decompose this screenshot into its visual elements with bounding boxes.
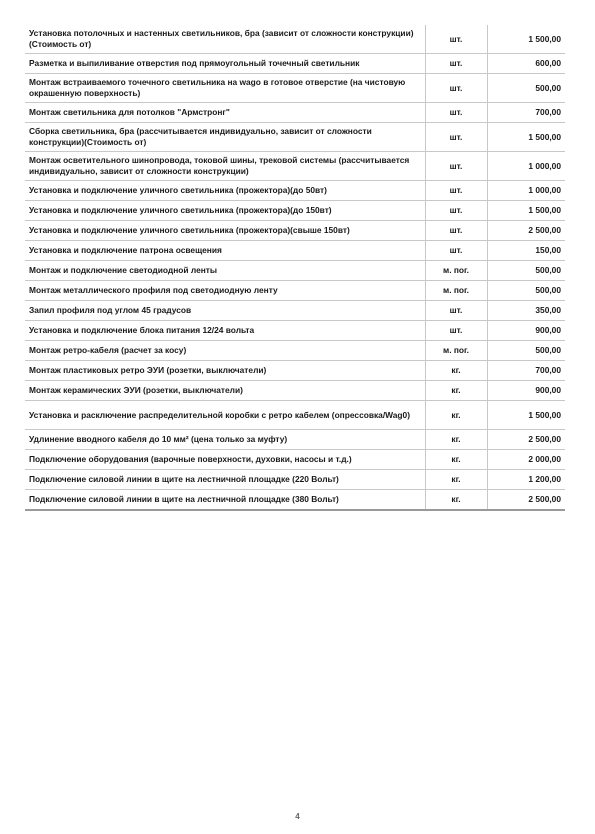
price: 500,00 — [487, 341, 565, 361]
price: 2 500,00 — [487, 490, 565, 511]
table-row — [25, 381, 565, 401]
service-name: Установка и расключение распределительной коробки с ретро кабелем (опрессовка/Wag0) — [25, 401, 425, 430]
price: 900,00 — [487, 321, 565, 341]
table-row — [25, 470, 565, 490]
table-row — [25, 221, 565, 241]
price: 1 500,00 — [487, 401, 565, 430]
table-row — [25, 341, 565, 361]
service-name: Монтаж и подключение светодиодной ленты — [25, 261, 425, 281]
unit: кг. — [425, 450, 487, 470]
unit: кг. — [425, 401, 487, 430]
table-row — [25, 123, 565, 152]
table-row — [25, 490, 565, 511]
price: 500,00 — [487, 261, 565, 281]
price: 2 500,00 — [487, 221, 565, 241]
price: 350,00 — [487, 301, 565, 321]
service-name: Запил профиля под углом 45 градусов — [25, 301, 425, 321]
service-name: Монтаж пластиковых ретро ЭУИ (розетки, выключатели) — [25, 361, 425, 381]
table-row — [25, 401, 565, 430]
table-row — [25, 450, 565, 470]
price: 1 500,00 — [487, 123, 565, 152]
unit: шт. — [425, 123, 487, 152]
table-row — [25, 74, 565, 103]
service-name: Подключение оборудования (варочные поверхности, духовки, насосы и т.д.) — [25, 450, 425, 470]
price-table-body — [25, 25, 565, 510]
table-row — [25, 25, 565, 54]
unit: шт. — [425, 181, 487, 201]
price: 1 500,00 — [528, 33, 561, 44]
table-row — [25, 54, 565, 74]
service-name: Установка и подключение уличного светильника (прожектора)(свыше 150вт) — [25, 221, 425, 241]
service-name: Монтаж светильника для потолков "Армстронг" — [25, 103, 425, 123]
price: 500,00 — [487, 281, 565, 301]
service-name: Разметка и выпиливание отверстия под прямоугольный точечный светильник — [25, 54, 425, 74]
table-row — [25, 361, 565, 381]
service-name: Монтаж металлического профиля под светодиодную ленту — [25, 281, 425, 301]
price: 2 500,00 — [487, 430, 565, 450]
service-name: Монтаж ретро-кабеля (расчет за косу) — [25, 341, 425, 361]
table-row — [25, 301, 565, 321]
price: 150,00 — [487, 241, 565, 261]
service-name: Установка и подключение патрона освещения — [25, 241, 425, 261]
service-name: Сборка светильника, бра (рассчитывается индивидуально, зависит от сложности конструкции)(Стоимость от) — [25, 123, 425, 152]
price: 1 500,00 — [487, 201, 565, 221]
service-name: Установка и подключение уличного светильника (прожектора)(до 50вт) — [25, 181, 425, 201]
price-table — [25, 25, 565, 511]
service-name: Установка потолочных и настенных светильников, бра (зависит от сложности конструкции)(Стоимость от) — [29, 28, 414, 49]
page-number: 4 — [295, 812, 300, 821]
price: 2 000,00 — [487, 450, 565, 470]
unit: м. пог. — [425, 261, 487, 281]
unit: шт. — [425, 201, 487, 221]
unit: шт. — [425, 54, 487, 74]
unit: шт. — [425, 25, 487, 54]
unit: шт. — [425, 74, 487, 103]
table-row — [25, 430, 565, 450]
unit: шт. — [425, 221, 487, 241]
unit: кг. — [425, 361, 487, 381]
unit: шт. — [425, 103, 487, 123]
unit: шт. — [425, 301, 487, 321]
price: 600,00 — [487, 54, 565, 74]
price: 1 000,00 — [487, 181, 565, 201]
unit: м. пог. — [425, 341, 487, 361]
table-row — [25, 261, 565, 281]
service-name: Удлинение вводного кабеля до 10 мм² (цена только за муфту) — [25, 430, 425, 450]
unit: м. пог. — [425, 281, 487, 301]
table-row — [25, 241, 565, 261]
service-name: Подключение силовой линии в щите на лестничной площадке (380 Вольт) — [25, 490, 425, 511]
table-row — [25, 281, 565, 301]
service-name: Подключение силовой линии в щите на лестничной площадке (220 Вольт) — [25, 470, 425, 490]
service-name: Монтаж встраиваемого точечного светильника на wago в готовое отверстие (на чистовую окрашенную поверхность) — [25, 74, 425, 103]
service-name: Монтаж керамических ЭУИ (розетки, выключатели) — [25, 381, 425, 401]
service-name: Установка и подключение уличного светильника (прожектора)(до 150вт) — [25, 201, 425, 221]
unit: кг. — [425, 490, 487, 511]
price: 900,00 — [487, 381, 565, 401]
price: 700,00 — [487, 361, 565, 381]
unit: шт. — [425, 321, 487, 341]
service-name: Установка и подключение блока питания 12/24 вольта — [25, 321, 425, 341]
price: 700,00 — [487, 103, 565, 123]
price: 1 000,00 — [487, 152, 565, 181]
unit: шт. — [425, 152, 487, 181]
table-row — [25, 181, 565, 201]
table-row — [25, 201, 565, 221]
price: 1 200,00 — [487, 470, 565, 490]
table-row — [25, 103, 565, 123]
unit: кг. — [425, 430, 487, 450]
unit: кг. — [425, 381, 487, 401]
unit: кг. — [425, 470, 487, 490]
unit: шт. — [425, 241, 487, 261]
price: 500,00 — [487, 74, 565, 103]
table-row — [25, 152, 565, 181]
table-row — [25, 321, 565, 341]
service-name: Монтаж осветительного шинопровода, токовой шины, трековой системы (рассчитывается индивидуально, зависит от сложности конструкции) — [25, 152, 425, 181]
